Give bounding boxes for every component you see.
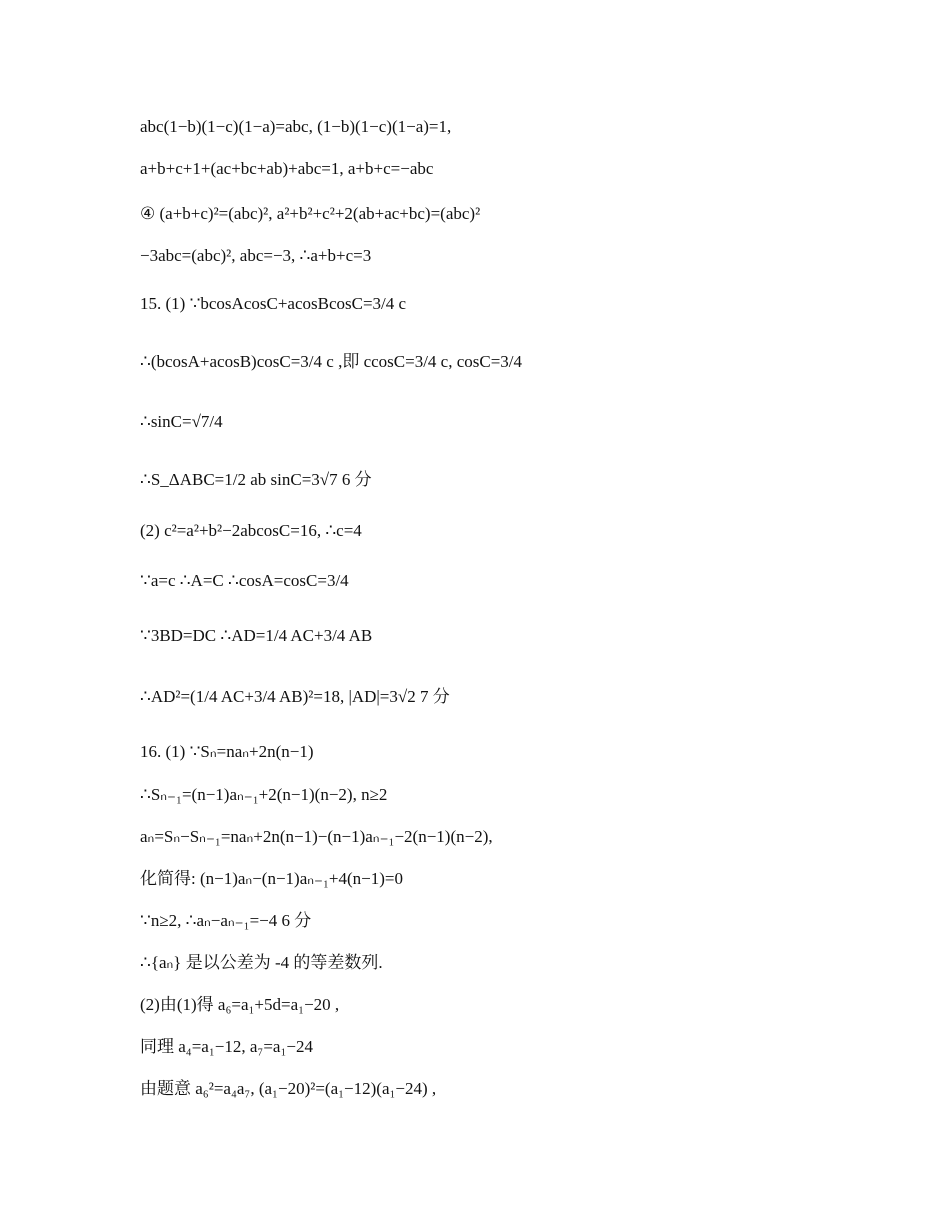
math-line-4: −3abc=(abc)², abc=−3, ∴a+b+c=3 — [140, 246, 372, 265]
math-line-10: ∵a=c ∴A=C ∴cosA=cosC=3/4 — [140, 571, 349, 590]
math-line-7: ∴sinC=√7/4 — [140, 412, 223, 431]
math-line-16: 化简得: (n−1)aₙ−(n−1)aₙ₋₁+4(n−1)=0 — [140, 869, 404, 888]
problem-16-part-1: 16. (1) ∵Sₙ=naₙ+2n(n−1) — [140, 742, 314, 761]
math-line-18: ∴{aₙ} 是以公差为 -4 的等差数列. — [140, 953, 383, 972]
problem-15-part-1: 15. (1) ∵bcosAcosC+acosBcosC=3/4 c — [140, 294, 407, 313]
math-line-3: ④ (a+b+c)²=(abc)², a²+b²+c²+2(ab+ac+bc)=(abc)² — [140, 204, 481, 223]
math-line-2: a+b+c+1+(ac+bc+ab)+abc=1, a+b+c=−abc — [140, 159, 434, 178]
math-line-15: aₙ=Sₙ−Sₙ₋₁=naₙ+2n(n−1)−(n−1)aₙ₋₁−2(n−1)(n−2), — [140, 827, 493, 846]
problem-16-part-2: (2)由(1)得 a₆=a₁+5d=a₁−20 , — [140, 995, 340, 1014]
math-line-1: abc(1−b)(1−c)(1−a)=abc, (1−b)(1−c)(1−a)=1, — [140, 117, 452, 136]
math-line-6: ∴(bcosA+acosB)cosC=3/4 c ,即 ccosC=3/4 c, cosC=3/4 — [140, 352, 523, 371]
math-line-21: 由题意 a₆²=a₄a₇, (a₁−20)²=(a₁−12)(a₁−24) , — [140, 1079, 437, 1098]
problem-15-part-2: (2) c²=a²+b²−2abcosC=16, ∴c=4 — [140, 521, 362, 540]
math-line-17: ∵n≥2, ∴aₙ−aₙ₋₁=−4 6 分 — [140, 911, 312, 930]
math-line-14: ∴Sₙ₋₁=(n−1)aₙ₋₁+2(n−1)(n−2), n≥2 — [140, 785, 388, 804]
math-line-11: ∵3BD=DC ∴AD=1/4 AC+3/4 AB — [140, 626, 373, 645]
math-line-8: ∴S_ΔABC=1/2 ab sinC=3√7 6 分 — [140, 470, 372, 489]
math-line-20: 同理 a₄=a₁−12, a₇=a₁−24 — [140, 1037, 313, 1056]
math-line-12: ∴AD²=(1/4 AC+3/4 AB)²=18, |AD|=3√2 7 分 — [140, 687, 450, 706]
